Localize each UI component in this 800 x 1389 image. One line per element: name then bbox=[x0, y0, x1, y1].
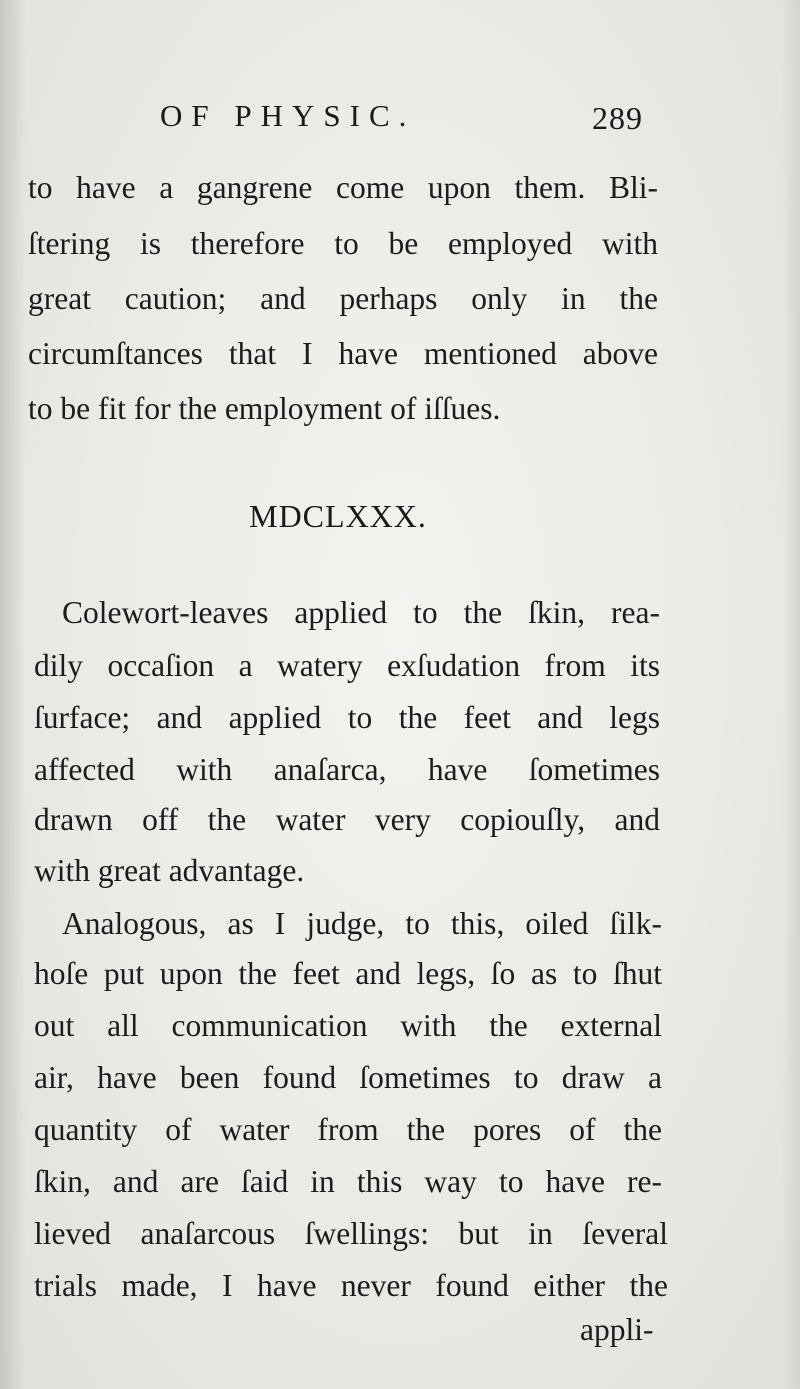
text-line: dily occaſion a watery exſudation from its bbox=[34, 648, 660, 683]
text-line: great caution; and perhaps only in the bbox=[28, 281, 658, 316]
spine-shadow bbox=[0, 0, 26, 1389]
text-line: air, have been found ſometimes to draw a bbox=[34, 1060, 662, 1095]
text-line: trials made, I have never found either the bbox=[34, 1268, 668, 1303]
text-line: ſkin, and are ſaid in this way to have re- bbox=[34, 1164, 662, 1199]
text-line: quantity of water from the pores of the bbox=[34, 1112, 662, 1147]
text-line: circumſtances that I have mentioned above bbox=[28, 336, 658, 371]
text-line: ſurface; and applied to the feet and legs bbox=[34, 700, 660, 735]
text-line: Colewort-leaves applied to the ſkin, rea- bbox=[62, 595, 660, 630]
text-line: to be fit for the employment of iſſues. bbox=[28, 391, 501, 426]
text-line: Analogous, as I judge, to this, oiled ſilk- bbox=[62, 906, 662, 941]
text-line: with great advantage. bbox=[34, 853, 305, 888]
text-line: drawn off the water very copiouſly, and bbox=[34, 802, 660, 837]
text-line: to have a gangrene come upon them. Bli- bbox=[28, 170, 658, 205]
section-heading: MDCLXXX. bbox=[249, 498, 427, 534]
text-line: out all communication with the external bbox=[34, 1008, 662, 1043]
running-head: OF PHYSIC. bbox=[160, 98, 416, 133]
text-line: hoſe put upon the feet and legs, ſo as to ſhut bbox=[34, 956, 662, 991]
page-number: 289 bbox=[592, 100, 643, 136]
page-edge-shadow bbox=[782, 0, 800, 1389]
text-line: affected with anaſarca, have ſometimes bbox=[34, 752, 660, 787]
catchword: appli- bbox=[580, 1312, 654, 1347]
text-line: lieved anaſarcous ſwellings: but in ſeveral bbox=[34, 1216, 668, 1251]
text-line: ſtering is therefore to be employed with bbox=[28, 226, 658, 261]
